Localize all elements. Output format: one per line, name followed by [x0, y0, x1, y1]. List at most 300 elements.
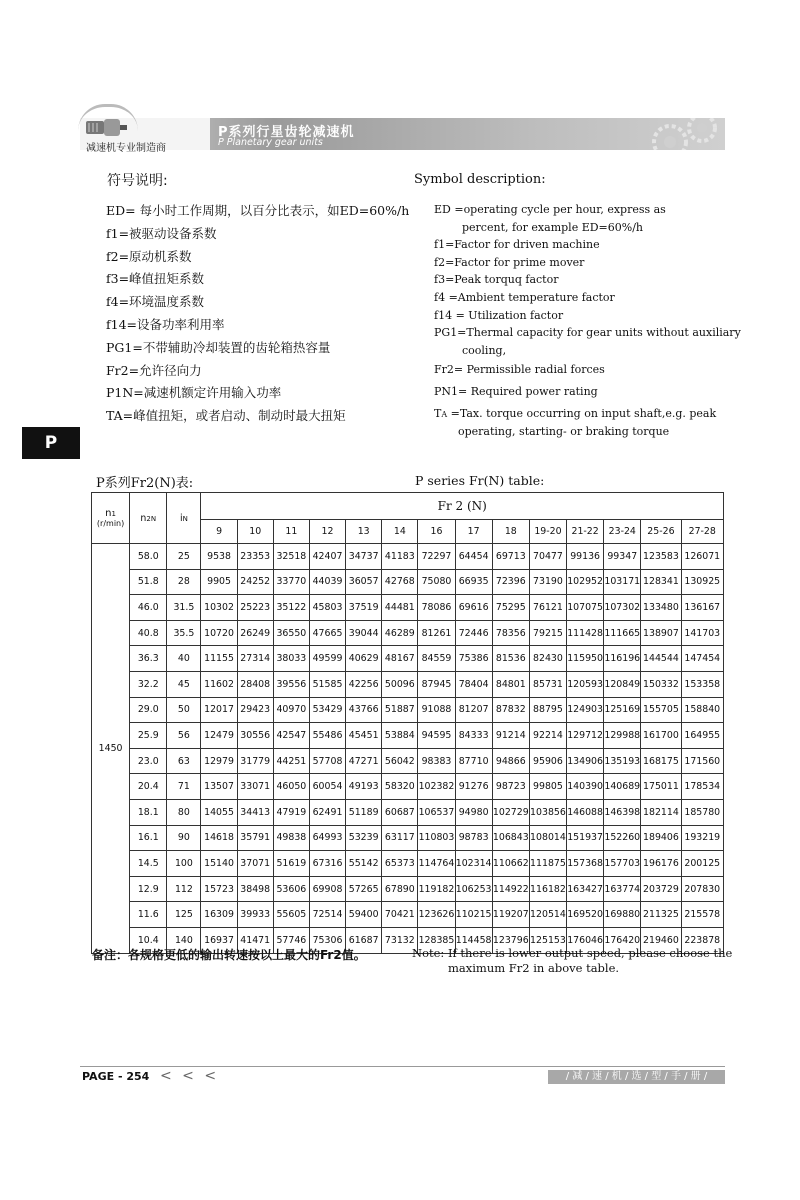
- fr2-cell: 219460: [641, 927, 681, 953]
- fr2-cell: 215578: [681, 902, 723, 928]
- fr2-cell: 84333: [455, 723, 492, 749]
- table-row: [92, 595, 724, 621]
- fr2-cell: 110662: [492, 851, 529, 877]
- fr2-cell: 163427: [567, 876, 604, 902]
- n2n-cell: 16.1: [130, 825, 167, 851]
- symbol-item-cn: PG1=不带辅助冷却装置的齿轮箱热容量: [106, 339, 331, 355]
- fr2-table: [91, 492, 724, 954]
- symbol-item-en: Fr2= Permissible radial forces: [434, 363, 605, 377]
- fr2-cell: 138907: [641, 620, 681, 646]
- fr2-cell: 211325: [641, 902, 681, 928]
- fr2-cell: 55605: [273, 902, 309, 928]
- fr2-cell: 75386: [455, 646, 492, 672]
- symbol-item-cn: Fr2=允许径向力: [106, 362, 202, 378]
- in-cell: 40: [167, 646, 201, 672]
- fr2-cell: 91088: [418, 697, 455, 723]
- fr2-cell: 193219: [681, 825, 723, 851]
- fr-column-header: 16: [418, 520, 455, 544]
- fr2-cell: 203729: [641, 876, 681, 902]
- fr2-cell: 29423: [237, 697, 273, 723]
- fr2-cell: 189406: [641, 825, 681, 851]
- fr2-cell: 75295: [492, 595, 529, 621]
- in-cell: 50: [167, 697, 201, 723]
- fr2-cell: 110803: [418, 825, 455, 851]
- symbols-title-cn: 符号说明:: [107, 173, 168, 189]
- in-cell: 90: [167, 825, 201, 851]
- n1-cell: 1450: [92, 544, 130, 954]
- fr2-cell: 114922: [492, 876, 529, 902]
- fr2-cell: 45451: [346, 723, 382, 749]
- fr2-cell: 41471: [237, 927, 273, 953]
- table-row: [92, 748, 724, 774]
- n2n-cell: 46.0: [130, 595, 167, 621]
- fr2-cell: 99136: [567, 544, 604, 570]
- symbol-item-en: f4 =Ambient temperature factor: [434, 290, 615, 304]
- fr2-cell: 147454: [681, 646, 723, 672]
- symbols-list-en: [434, 201, 741, 441]
- fr-column-header: 19-20: [529, 520, 566, 544]
- fr2-cell: 69713: [492, 544, 529, 570]
- fr2-cell: 129712: [567, 723, 604, 749]
- fr2-cell: 55142: [346, 851, 382, 877]
- fr2-cell: 144544: [641, 646, 681, 672]
- fr2-cell: 47271: [346, 748, 382, 774]
- fr2-cell: 78404: [455, 671, 492, 697]
- symbol-item-en: f2=Factor for prime mover: [434, 255, 585, 269]
- table-row: [92, 671, 724, 697]
- fr2-cell: 169520: [567, 902, 604, 928]
- fr2-cell: 36550: [273, 620, 309, 646]
- fr2-cell: 196176: [641, 851, 681, 877]
- fr2-cell: 106253: [455, 876, 492, 902]
- fr2-cell: 10302: [201, 595, 237, 621]
- fr2-cell: 126071: [681, 544, 723, 570]
- fr2-cell: 58320: [382, 774, 418, 800]
- fr2-cell: 37519: [346, 595, 382, 621]
- fr2-cell: 155705: [641, 697, 681, 723]
- fr2-cell: 72297: [418, 544, 455, 570]
- fr2-cell: 207830: [681, 876, 723, 902]
- symbols-title-en: Symbol description:: [414, 172, 546, 187]
- in-cell: 45: [167, 671, 201, 697]
- fr2-cell: 102382: [418, 774, 455, 800]
- fr2-cell: 14055: [201, 799, 237, 825]
- fr2-cell: 38498: [237, 876, 273, 902]
- fr2-cell: 14618: [201, 825, 237, 851]
- fr2-cell: 157368: [567, 851, 604, 877]
- header-title: P系列行星齿轮减速机: [218, 125, 355, 140]
- gears-decoration-icon: [640, 118, 725, 150]
- fr-column-header: 10: [237, 520, 273, 544]
- fr2-cell: 87710: [455, 748, 492, 774]
- fr-column-header: 9: [201, 520, 237, 544]
- fr2-cell: 46289: [382, 620, 418, 646]
- fr2-cell: 81536: [492, 646, 529, 672]
- table-row: [92, 620, 724, 646]
- ta-subscript: A: [441, 409, 448, 419]
- fr2-cell: 136167: [681, 595, 723, 621]
- fr2-cell: 103856: [529, 799, 566, 825]
- fr2-cell: 27314: [237, 646, 273, 672]
- in-cell: 71: [167, 774, 201, 800]
- fr2-cell: 171560: [681, 748, 723, 774]
- fr2-cell: 42768: [382, 569, 418, 595]
- fr2-cell: 15723: [201, 876, 237, 902]
- fr2-cell: 75080: [418, 569, 455, 595]
- fr2-cell: 9905: [201, 569, 237, 595]
- fr2-cell: 35791: [237, 825, 273, 851]
- in-cell: 125: [167, 902, 201, 928]
- fr2-cell: 176046: [567, 927, 604, 953]
- symbol-item-cn: f14=设备功率利用率: [106, 316, 225, 332]
- table-row: [92, 825, 724, 851]
- fr2-cell: 152260: [604, 825, 641, 851]
- fr2-cell: 26249: [237, 620, 273, 646]
- fr2-cell: 59400: [346, 902, 382, 928]
- note-en: [412, 946, 732, 976]
- fr2-cell: 53429: [309, 697, 345, 723]
- footer-divider: [80, 1066, 725, 1067]
- fr2-cell: 35122: [273, 595, 309, 621]
- fr2-cell: 98783: [455, 825, 492, 851]
- fr2-cell: 111665: [604, 620, 641, 646]
- symbol-item-en: ED =operating cycle per hour, express as: [434, 203, 666, 216]
- fr2-cell: 40629: [346, 646, 382, 672]
- fr2-cell: 146088: [567, 799, 604, 825]
- fr2-cell: 44481: [382, 595, 418, 621]
- fr2-cell: 115950: [567, 646, 604, 672]
- fr2-cell: 168175: [641, 748, 681, 774]
- symbols-list-cn: [106, 200, 409, 428]
- symbol-item-cn: f3=峰值扭矩系数: [106, 271, 205, 287]
- fr2-cell: 72514: [309, 902, 345, 928]
- fr2-cell: 110215: [455, 902, 492, 928]
- table-row: [92, 646, 724, 672]
- table-row: [92, 799, 724, 825]
- table-row: [92, 569, 724, 595]
- fr2-cell: 119207: [492, 902, 529, 928]
- fr2-cell: 114764: [418, 851, 455, 877]
- fr2-cell: 49193: [346, 774, 382, 800]
- fr2-cell: 42407: [309, 544, 345, 570]
- fr2-cell: 43766: [346, 697, 382, 723]
- fr2-cell: 57746: [273, 927, 309, 953]
- fr2-cell: 40970: [273, 697, 309, 723]
- page-number: PAGE - 254: [82, 1070, 150, 1083]
- fr2-cell: 84801: [492, 671, 529, 697]
- column-header-fr2: Fr 2 (N): [201, 493, 724, 520]
- fr2-cell: 33770: [273, 569, 309, 595]
- fr2-cell: 81207: [455, 697, 492, 723]
- fr2-cell: 44251: [273, 748, 309, 774]
- fr2-cell: 102729: [492, 799, 529, 825]
- left-arrows-icon: < < <: [160, 1068, 220, 1084]
- in-cell: 112: [167, 876, 201, 902]
- symbol-item-en: f1=Factor for driven machine: [434, 238, 600, 252]
- fr2-cell: 47665: [309, 620, 345, 646]
- fr2-cell: 182114: [641, 799, 681, 825]
- fr2-cell: 107302: [604, 595, 641, 621]
- n2n-cell: 14.5: [130, 851, 167, 877]
- fr2-cell: 123626: [418, 902, 455, 928]
- symbol-item-cn: f4=环境温度系数: [106, 294, 205, 310]
- fr2-cell: 102314: [455, 851, 492, 877]
- symbol-item-en: f3=Peak torquq factor: [434, 273, 559, 287]
- fr-column-header: 13: [346, 520, 382, 544]
- table-row: [92, 697, 724, 723]
- fr2-cell: 16309: [201, 902, 237, 928]
- table-title-cn: P系列Fr2(N)表:: [96, 476, 194, 491]
- symbol-item-en-ta: [434, 405, 741, 424]
- table-row: [92, 544, 724, 570]
- header-subtitle: 减速机专业制造商: [86, 143, 166, 154]
- fr2-cell: 16937: [201, 927, 237, 953]
- fr2-cell: 106537: [418, 799, 455, 825]
- n2n-cell: 12.9: [130, 876, 167, 902]
- fr2-cell: 66935: [455, 569, 492, 595]
- fr-column-header: 18: [492, 520, 529, 544]
- fr2-cell: 153358: [681, 671, 723, 697]
- fr2-cell: 124903: [567, 697, 604, 723]
- fr2-cell: 65373: [382, 851, 418, 877]
- fr2-cell: 94980: [455, 799, 492, 825]
- n2n-cell: 25.9: [130, 723, 167, 749]
- symbol-item-cn: ED= 每小时工作周期，以百分比表示，如ED=60%/h: [106, 203, 410, 218]
- fr2-cell: 176420: [604, 927, 641, 953]
- table-row: [92, 851, 724, 877]
- fr2-cell: 120514: [529, 902, 566, 928]
- fr2-cell: 39044: [346, 620, 382, 646]
- fr2-cell: 51189: [346, 799, 382, 825]
- fr2-cell: 87945: [418, 671, 455, 697]
- fr2-cell: 175011: [641, 774, 681, 800]
- fr2-cell: 62491: [309, 799, 345, 825]
- fr2-cell: 73132: [382, 927, 418, 953]
- fr2-cell: 133480: [641, 595, 681, 621]
- symbol-item-cn: f2=原动机系数: [106, 248, 192, 264]
- table-row: [92, 876, 724, 902]
- fr2-cell: 95906: [529, 748, 566, 774]
- fr2-cell: 28408: [237, 671, 273, 697]
- fr2-cell: 88795: [529, 697, 566, 723]
- n2n-cell: 10.4: [130, 927, 167, 953]
- fr2-cell: 31779: [237, 748, 273, 774]
- fr2-cell: 84559: [418, 646, 455, 672]
- fr2-cell: 79215: [529, 620, 566, 646]
- table-row: [92, 774, 724, 800]
- fr2-cell: 151937: [567, 825, 604, 851]
- fr2-cell: 146398: [604, 799, 641, 825]
- fr2-cell: 69908: [309, 876, 345, 902]
- fr2-cell: 125153: [529, 927, 566, 953]
- in-cell: 80: [167, 799, 201, 825]
- symbol-item-en: cooling,: [462, 343, 507, 357]
- fr2-cell: 129988: [604, 723, 641, 749]
- fr2-cell: 53239: [346, 825, 382, 851]
- fr2-cell: 120849: [604, 671, 641, 697]
- fr2-cell: 34737: [346, 544, 382, 570]
- fr2-cell: 30556: [237, 723, 273, 749]
- n2n-cell: 51.8: [130, 569, 167, 595]
- in-cell: 100: [167, 851, 201, 877]
- fr2-cell: 51887: [382, 697, 418, 723]
- fr2-cell: 102952: [567, 569, 604, 595]
- fr2-cell: 116182: [529, 876, 566, 902]
- fr2-cell: 108014: [529, 825, 566, 851]
- in-cell: 56: [167, 723, 201, 749]
- fr2-cell: 73190: [529, 569, 566, 595]
- fr2-cell: 44039: [309, 569, 345, 595]
- ta-symbol: T: [434, 406, 442, 420]
- fr2-cell: 55486: [309, 723, 345, 749]
- fr2-cell: 140390: [567, 774, 604, 800]
- fr2-cell: 98723: [492, 774, 529, 800]
- n2n-cell: 23.0: [130, 748, 167, 774]
- fr2-cell: 60687: [382, 799, 418, 825]
- fr2-cell: 150332: [641, 671, 681, 697]
- fr2-cell: 10720: [201, 620, 237, 646]
- symbol-item-en: PG1=Thermal capacity for gear units without auxiliary: [434, 326, 741, 340]
- fr2-cell: 67890: [382, 876, 418, 902]
- fr2-cell: 78356: [492, 620, 529, 646]
- fr2-cell: 94866: [492, 748, 529, 774]
- in-cell: 63: [167, 748, 201, 774]
- fr-column-header: 14: [382, 520, 418, 544]
- fr2-cell: 200125: [681, 851, 723, 877]
- fr2-cell: 123583: [641, 544, 681, 570]
- fr2-cell: 56042: [382, 748, 418, 774]
- fr2-cell: 163774: [604, 876, 641, 902]
- header-title-en: P Planetary gear units: [218, 137, 323, 148]
- fr-column-header: 17: [455, 520, 492, 544]
- fr-column-header: 27-28: [681, 520, 723, 544]
- fr2-cell: 128385: [418, 927, 455, 953]
- fr2-cell: 116196: [604, 646, 641, 672]
- fr2-cell: 106843: [492, 825, 529, 851]
- fr2-cell: 85731: [529, 671, 566, 697]
- fr2-cell: 164955: [681, 723, 723, 749]
- fr2-cell: 128341: [641, 569, 681, 595]
- fr2-cell: 69616: [455, 595, 492, 621]
- symbol-item-cn: P1N=减速机额定许用输入功率: [106, 385, 282, 401]
- fr2-cell: 135193: [604, 748, 641, 774]
- fr2-cell: 125169: [604, 697, 641, 723]
- note-en-line1: Note: If there is lower output speed, please choose the: [412, 946, 733, 960]
- fr2-cell: 48167: [382, 646, 418, 672]
- fr2-cell: 75306: [309, 927, 345, 953]
- fr-column-header: 21-22: [567, 520, 604, 544]
- fr2-cell: 141703: [681, 620, 723, 646]
- table-row: [92, 902, 724, 928]
- fr2-cell: 15140: [201, 851, 237, 877]
- fr2-cell: 98383: [418, 748, 455, 774]
- symbol-item-cn: TA=峰值扭矩，或者启动、制动时最大扭矩: [106, 408, 346, 424]
- n2n-cell: 18.1: [130, 799, 167, 825]
- n2n-cell: 29.0: [130, 697, 167, 723]
- fr2-cell: 37071: [237, 851, 273, 877]
- fr2-cell: 11155: [201, 646, 237, 672]
- n2n-cell: 36.3: [130, 646, 167, 672]
- fr2-cell: 114458: [455, 927, 492, 953]
- fr2-cell: 130925: [681, 569, 723, 595]
- fr2-cell: 223878: [681, 927, 723, 953]
- in-cell: 35.5: [167, 620, 201, 646]
- fr2-cell: 70477: [529, 544, 566, 570]
- fr2-cell: 57708: [309, 748, 345, 774]
- fr2-cell: 11602: [201, 671, 237, 697]
- fr2-cell: 33071: [237, 774, 273, 800]
- n2n-cell: 20.4: [130, 774, 167, 800]
- fr2-cell: 76121: [529, 595, 566, 621]
- note-cn: 备注：各规格更低的输出转速按以上最大的Fr2值。: [92, 948, 366, 962]
- fr2-cell: 123796: [492, 927, 529, 953]
- fr2-cell: 103171: [604, 569, 641, 595]
- fr2-cell: 34413: [237, 799, 273, 825]
- ta-text: =Tax. torque occurring on input shaft,e.g. peak: [450, 406, 717, 420]
- fr2-cell: 9538: [201, 544, 237, 570]
- n2n-cell: 58.0: [130, 544, 167, 570]
- in-cell: 140: [167, 927, 201, 953]
- table-row: [92, 723, 724, 749]
- n2n-cell: 11.6: [130, 902, 167, 928]
- fr2-cell: 94595: [418, 723, 455, 749]
- fr2-cell: 12017: [201, 697, 237, 723]
- fr2-cell: 36057: [346, 569, 382, 595]
- fr2-cell: 39933: [237, 902, 273, 928]
- fr2-cell: 91214: [492, 723, 529, 749]
- column-header-n1: n1 (r/min): [92, 493, 130, 544]
- fr2-cell: 99347: [604, 544, 641, 570]
- fr2-cell: 38033: [273, 646, 309, 672]
- n2n-cell: 40.8: [130, 620, 167, 646]
- fr2-cell: 157703: [604, 851, 641, 877]
- gear-motor-icon: [84, 116, 128, 138]
- fr2-cell: 25223: [237, 595, 273, 621]
- fr2-cell: 53884: [382, 723, 418, 749]
- fr2-cell: 49838: [273, 825, 309, 851]
- symbol-item-en: operating, starting- or braking torque: [458, 425, 670, 439]
- fr2-cell: 185780: [681, 799, 723, 825]
- symbol-item-en: percent, for example ED=60%/h: [462, 220, 644, 234]
- fr2-cell: 67316: [309, 851, 345, 877]
- fr2-cell: 46050: [273, 774, 309, 800]
- symbol-item-en: f14 = Utilization factor: [434, 308, 564, 322]
- fr2-cell: 53606: [273, 876, 309, 902]
- in-cell: 28: [167, 569, 201, 595]
- fr2-cell: 47919: [273, 799, 309, 825]
- in-cell: 31.5: [167, 595, 201, 621]
- fr2-cell: 45803: [309, 595, 345, 621]
- fr2-cell: 64454: [455, 544, 492, 570]
- fr2-cell: 51619: [273, 851, 309, 877]
- note-en-line2: maximum Fr2 in above table.: [448, 961, 620, 975]
- fr2-cell: 64993: [309, 825, 345, 851]
- fr2-cell: 51585: [309, 671, 345, 697]
- fr2-cell: 49599: [309, 646, 345, 672]
- fr2-cell: 23353: [237, 544, 273, 570]
- fr2-cell: 81261: [418, 620, 455, 646]
- symbol-item-en: PN1= Required power rating: [434, 384, 598, 398]
- symbol-item-cn: f1=被驱动设备系数: [106, 225, 217, 241]
- table-body: [92, 544, 724, 954]
- fr2-cell: 32518: [273, 544, 309, 570]
- fr2-cell: 158840: [681, 697, 723, 723]
- fr2-cell: 72446: [455, 620, 492, 646]
- fr2-cell: 42256: [346, 671, 382, 697]
- fr2-cell: 61687: [346, 927, 382, 953]
- fr2-cell: 41183: [382, 544, 418, 570]
- fr2-cell: 63117: [382, 825, 418, 851]
